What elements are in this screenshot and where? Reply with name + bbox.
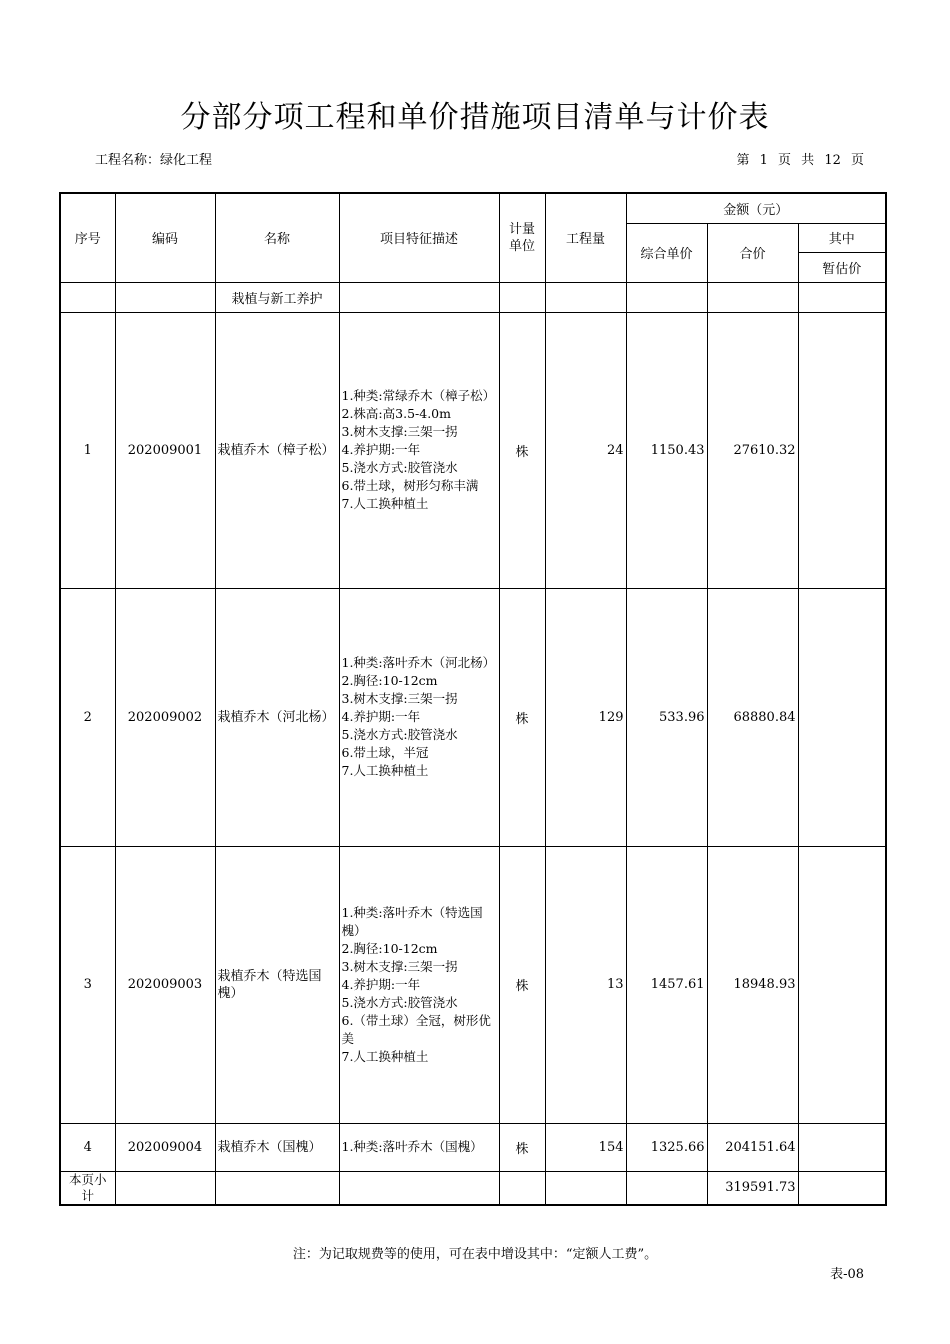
row-desc: 1.种类:常绿乔木（樟子松） 2.株高:高3.5-4.0m 3.树木支撑:三架一拐 4.养护期:一年 5.浇水方式:胶管浇水 6.带土球，树形匀称丰满 7.人工换种植土 — [339, 312, 499, 588]
row-provisional — [798, 846, 886, 1123]
row-seq: 1 — [60, 312, 115, 588]
table-row — [60, 1123, 886, 1171]
row-qty: 13 — [545, 846, 626, 1123]
row-provisional — [798, 1123, 886, 1171]
row-total: 68880.84 — [707, 588, 798, 846]
header-of-which: 其中 — [798, 223, 886, 252]
row-unit: 株 — [499, 1123, 545, 1171]
header-name: 名称 — [215, 193, 339, 282]
form-number: 表-08 — [830, 1267, 864, 1282]
header-qty: 工程量 — [545, 193, 626, 282]
header-unit-price: 综合单价 — [626, 223, 707, 282]
subtotal-value: 319591.73 — [707, 1171, 798, 1205]
row-unit: 株 — [499, 846, 545, 1123]
header-total: 合价 — [707, 223, 798, 282]
row-total: 27610.32 — [707, 312, 798, 588]
row-total: 18948.93 — [707, 846, 798, 1123]
header-amount: 金额（元） — [626, 193, 886, 223]
row-total: 204151.64 — [707, 1123, 798, 1171]
row-unit: 株 — [499, 588, 545, 846]
row-price: 1457.61 — [626, 846, 707, 1123]
table-row — [60, 846, 886, 1123]
row-desc: 1.种类:落叶乔木（特选国槐） 2.胸径:10-12cm 3.树木支撑:三架一拐 4.养护期:一年 5.浇水方式:胶管浇水 6.（带土球）全冠，树形优美 7.人工换种植土 — [339, 846, 499, 1123]
header-desc: 项目特征描述 — [339, 193, 499, 282]
row-code: 202009003 — [115, 846, 215, 1123]
row-price: 533.96 — [626, 588, 707, 846]
row-seq: 4 — [60, 1123, 115, 1171]
subtotal-label: 本页小计 — [60, 1171, 115, 1205]
row-provisional — [798, 588, 886, 846]
footnote: 注：为记取规费等的使用，可在表中增设其中：“定额人工费”。 — [292, 1247, 658, 1262]
row-name: 栽植乔木（国槐） — [215, 1123, 339, 1171]
section-title: 栽植与新工养护 — [215, 282, 339, 312]
row-seq: 3 — [60, 846, 115, 1123]
table-row — [60, 312, 886, 588]
row-provisional — [798, 312, 886, 588]
header-unit: 计量 单位 — [499, 193, 545, 282]
pricing-table — [59, 192, 887, 1206]
row-price: 1325.66 — [626, 1123, 707, 1171]
row-price: 1150.43 — [626, 312, 707, 588]
row-code: 202009002 — [115, 588, 215, 846]
row-qty: 154 — [545, 1123, 626, 1171]
row-seq: 2 — [60, 588, 115, 846]
header-seq: 序号 — [60, 193, 115, 282]
row-name: 栽植乔木（樟子松） — [215, 312, 339, 588]
row-name: 栽植乔木（特选国槐） — [215, 846, 339, 1123]
row-desc: 1.种类:落叶乔木（国槐） — [339, 1123, 499, 1171]
row-name: 栽植乔木（河北杨） — [215, 588, 339, 846]
subtotal-row — [60, 1171, 886, 1205]
header-provisional: 暂估价 — [798, 252, 886, 282]
page-indicator: 第 1 页 共 12 页 — [736, 153, 864, 168]
row-qty: 129 — [545, 588, 626, 846]
row-qty: 24 — [545, 312, 626, 588]
row-unit: 株 — [499, 312, 545, 588]
table-row — [60, 588, 886, 846]
row-code: 202009001 — [115, 312, 215, 588]
project-name: 工程名称：绿化工程 — [95, 153, 213, 168]
section-row — [60, 282, 886, 312]
page-title: 分部分项工程和单价措施项目清单与计价表 — [180, 100, 770, 135]
row-code: 202009004 — [115, 1123, 215, 1171]
row-desc: 1.种类:落叶乔木（河北杨） 2.胸径:10-12cm 3.树木支撑:三架一拐 4.养护期:一年 5.浇水方式:胶管浇水 6.带土球，半冠 7.人工换种植土 — [339, 588, 499, 846]
header-code: 编码 — [115, 193, 215, 282]
